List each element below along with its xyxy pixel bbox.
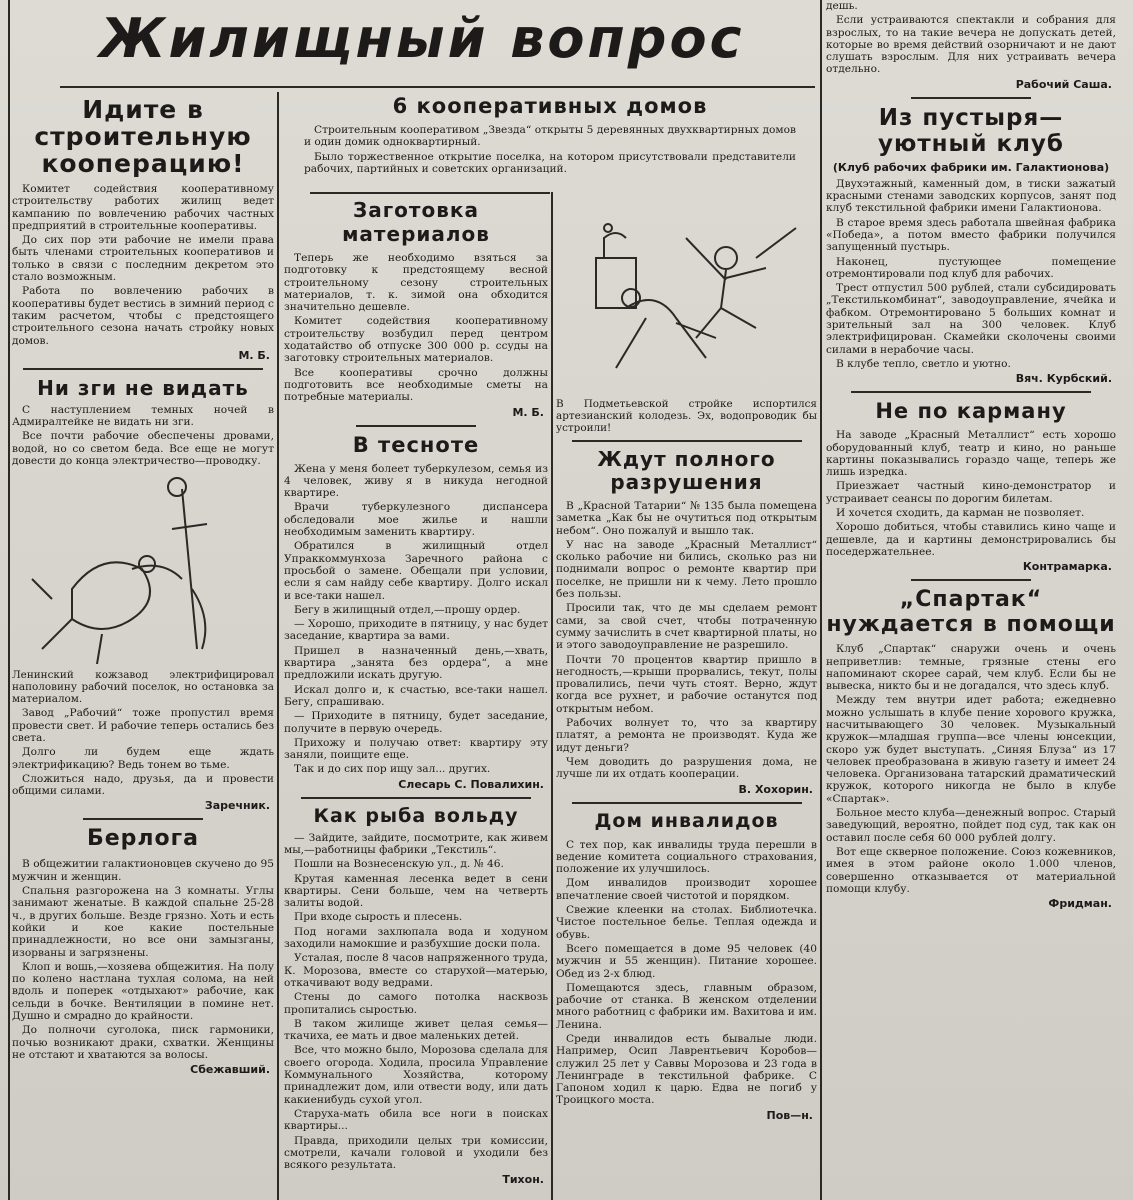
- article-ne-po-karmanu: [826, 399, 1116, 573]
- article-paragraph: Бегу в жилищный отдел,—прошу ордер.: [294, 603, 521, 616]
- article-paragraph: Наконец, пустующее помещение отремонтировали под клуб для рабочих.: [826, 255, 1116, 280]
- article-signature: Вяч. Курбский.: [1015, 372, 1112, 386]
- article-ni-zgi: [12, 376, 274, 813]
- article-paragraph: Дом инвалидов производит хорошее впечатление своей чистотой и порядком.: [556, 877, 817, 902]
- column-2: [284, 198, 548, 1200]
- article-paragraph: Клоп и вошь,—хозяева общежития. На полу по колено настлана тухлая солома, на ней вдоль и поперек «отдыхают» рабочие, как сельди в бочке. Вентиляции в помине нет. Душно и смрадно до крайности.: [12, 960, 274, 1022]
- cartoon-illustration: [556, 198, 817, 398]
- article-paragraph: И хочется сходить, да карман не позволяет.: [836, 507, 1085, 520]
- article-paragraph: Если устраиваются спектакли и собрания для взрослых, то на такие вечера не допускать детей, которые во время действий озорничают и не дают слушать взрослым. Для них устраивать вечера отдельно.: [826, 14, 1116, 76]
- article-paragraph: Клуб „Спартак“ снаружи очень и очень неприветлив: темные, грязные стены его напоминают скорее сарай, чем клуб. Если бы не вывеска, никто бы и не догадался, что здесь клуб.: [826, 643, 1116, 693]
- article-paragraph: Завод „Рабочий“ тоже пропустил время провести свет. И рабочие теперь остались без света.: [12, 707, 274, 744]
- article-signature: В. Хохорин.: [738, 782, 813, 796]
- separator: [310, 192, 550, 194]
- article-paragraph: Жена у меня болеет туберкулезом, семья из 4 человек, живу я в никуда негодной квартире.: [284, 462, 548, 500]
- article-paragraph: Стены до самого потолка насквозь пропитались сыростью.: [284, 991, 548, 1016]
- article-paragraph: У нас на заводе „Красный Металлист“ сколько рабочие ни бились, сколько раз ни поднимали вопрос о ремонте квартир при поселке, не пришли ни к чему. Лето прошло без пользы.: [556, 538, 817, 601]
- article-paragraph: Пошли на Вознесенскую ул., д. № 46.: [294, 858, 504, 871]
- article-paragraph: Среди инвалидов есть бывалые люди. Например, Осип Лаврентьевич Коробов—служил 25 лет у Саввы Морозова и 23 года в Ленинграде в текстильной фабрике. С Гапоном ходил к царю. Едва не погиб у Троицкого моста.: [556, 1032, 817, 1107]
- article-paragraph: С наступлением темных ночей в Адмиралтейке не видать ни зги.: [12, 403, 274, 429]
- article-paragraph: Рабочих волнует то, что за квартиру платят, а ремонта не производят. Куда же идут деньги?: [556, 717, 817, 754]
- article-signature: Заречник.: [204, 799, 270, 813]
- article-paragraph: Больное место клуба—денежный вопрос. Старый заведующий, вероятно, пойдет под суд, так как он оставил после себя 60 000 рублей долгу.: [826, 807, 1116, 844]
- article-headline: Из пустыря— уютный клуб: [877, 104, 1064, 157]
- article-paragraph: — Хорошо, приходите в пятницу, у нас будет заседание, квартира за вами.: [284, 618, 548, 643]
- article-paragraph: — Зайдите, зайдите, посмотрите, как живем мы,—работницы фабрики „Текстиль“.: [284, 831, 548, 856]
- column-rule: [551, 192, 553, 1200]
- separator: [301, 797, 531, 799]
- article-kak-ryba: [284, 805, 548, 1187]
- article-paragraph: Вот еще скверное положение. Союз кожевников, имея в этом районе около 1.000 членов, совершенно отказывается от материальной помощи клубу.: [826, 845, 1116, 895]
- article-paragraph: В таком жилище живет целая семья—ткачиха, ее мать и двое маленьких детей.: [284, 1017, 548, 1043]
- article-headline: Как рыба вольду: [313, 804, 519, 827]
- article-paragraph: Искал долго и, к счастью, все-таки нашел. Бегу, спрашиваю.: [284, 683, 548, 708]
- article-headline: Заготовка материалов: [342, 198, 490, 246]
- article-berloga: [12, 826, 274, 1076]
- cartoon-caption: Ленинский кожзавод электрифицировал наполовину рабочий поселок, но остановка за материалом.: [12, 669, 274, 706]
- article-paragraph: Обратился в жилищный отдел Упраккоммунхоза Заречного района с просьбой о замене. Обещали при условии, если я сам найду себе квартиру. Долго искал и все-таки нашел.: [284, 540, 548, 602]
- column-rule: [8, 0, 10, 1200]
- article-iz-pustyrya: [826, 105, 1116, 385]
- article-signature: Слесарь С. Повалихин.: [398, 777, 544, 791]
- article-signature: М. Б.: [512, 405, 544, 419]
- cartoon-illustration: [12, 469, 274, 669]
- left-edge-column: [0, 0, 8, 1200]
- article-paragraph: Почти 70 процентов квартир пришло в негодность,—крыши прорвались, текут, полы провалились, печи чуть стоят. Верно, ждут когда все рухнет, и рабочие останутся под открытым небом.: [556, 653, 817, 715]
- article-headline: Не по карману: [875, 399, 1067, 424]
- article-paragraph: Приезжает частный кино-демонстратор и устраивает сеансы по дорогим билетам.: [826, 480, 1116, 505]
- article-paragraph: Работа по вовлечению рабочих в кооперативы будет вестись в зимний период с таким расчетом, чтобы с предстоящего строительного сезона начать стройку новых домов.: [12, 285, 274, 347]
- article-paragraph: Так и до сих пор ищу зал... других.: [294, 763, 491, 776]
- article-zhdut: [556, 448, 817, 796]
- article-headline: „Спартак“ нуждается в помощи: [826, 587, 1116, 638]
- cartoon-caption: В Подметьевской стройке испортился артезианский колодезь. Эх, водопроводик бы устроили!: [556, 398, 817, 434]
- article-paragraph: При входе сырость и плесень.: [294, 911, 463, 924]
- article-subheadline: (Клуб рабочих фабрики им. Галактионова): [832, 160, 1110, 174]
- column-3: [556, 198, 817, 1200]
- article-paragraph: Чем доводить до разрушения дома, не лучше ли их отдать кооперации.: [556, 755, 817, 781]
- article-paragraph: Прихожу и получаю ответ: квартиру эту заняли, поищите еще.: [284, 736, 548, 762]
- article-spartak: [826, 587, 1116, 910]
- article-paragraph: Все кооперативы срочно должны подготовить все необходимые сметы на потребные материалы.: [284, 366, 548, 404]
- article-headline: Идите в строительную кооперацию!: [34, 95, 252, 178]
- separator: [23, 368, 263, 370]
- article-paragraph: Просили так, что де мы сделаем ремонт сами, за свой счет, чтобы потраченную сумму зачислить в счет квартирной платы, но и этого заводоуправление не разрешило.: [556, 602, 817, 652]
- article-paragraph: Спальня разгорожена на 3 комнаты. Углы занимают женатые. В каждой спальне 25-28 ч., в других больше. Везде грязно. Хоть и есть койки и кое какие постельные принадлежности, но все они замызганы, изорваны и загрязнены.: [12, 885, 274, 959]
- article-paragraph: Старуха-мать обила все ноги в поисках квартиры...: [284, 1107, 548, 1133]
- article-zagotovka: [284, 198, 548, 419]
- article-paragraph: Пришел в назначенный день,—хвать, квартира „занята без ордера“, а мне предложили искать другую.: [284, 644, 548, 682]
- separator: [356, 425, 476, 427]
- article-signature: Пов—н.: [766, 1108, 813, 1122]
- article-paragraph: Все почти рабочие обеспечены дровами, водой, но со светом беда. Все еще не могут довести до конца электричество—проводку.: [12, 430, 274, 468]
- article-paragraph: Между тем внутри идет работа; ежедневно можно услышать в клубе пение хорового кружка, насчитывающего 30 человек. Музыкальный кружок—младшая группа—все члены юнсекции, скоро уж будет выступать. „Синяя Блуза“ из 17 человек преобразована в живую газету и имеет 24 человека. Организована татарский драматический кружок, которого никогда не было в клубе «Спартак».: [826, 694, 1116, 805]
- article-paragraph: Правда, приходили целых три комиссии, смотрели, качали головой и уходили без всякого результата.: [284, 1134, 548, 1172]
- article-paragraph: В „Красной Татарии“ № 135 была помещена заметка „Как бы не очутиться под открытым небом“. Оно пожалуй и вышло так.: [556, 500, 817, 537]
- article-paragraph: В клубе тепло, светло и уютно.: [836, 357, 1011, 370]
- article-paragraph: Хорошо добиться, чтобы ставились кино чаще и дешевле, да и картины демонстрировались бы поседержательнее.: [826, 521, 1116, 558]
- article-paragraph: В общежитии галактионовцев скучено до 95 мужчин и женщин.: [12, 858, 274, 883]
- article-paragraph: Врачи туберкулезного диспансера обследовали мое жилье и нашли необходимым заменить квартиру.: [284, 501, 548, 539]
- headline-rule: [60, 86, 815, 88]
- article-paragraph: Всего помещается в доме 95 человек (40 мужчин и 55 женщин). Питание хорошее. Обед из 2-х блюд.: [556, 942, 817, 980]
- article-v-tesnote: [284, 433, 548, 791]
- separator: [83, 818, 203, 820]
- article-paragraph: Усталая, после 8 часов напряженного труда, К. Морозова, вместе со старухой—матерью, откачивают воду ведрами.: [284, 952, 548, 989]
- article-headline: 6 кооперативных домов: [392, 94, 708, 118]
- article-paragraph: Теперь же необходимо взяться за подготовку к предстоящему весной строительному сезону строительных материалов, т. к. зимой она обходится значительно дешевле.: [284, 252, 548, 314]
- article-paragraph: С тех пор, как инвалиды труда перешли в ведение комитета социального страхования, положение их улучшилось.: [556, 838, 817, 876]
- article-headline: В тесноте: [352, 432, 480, 457]
- article-signature: Тихон.: [502, 1173, 544, 1187]
- article-paragraph: На заводе „Красный Металлист“ есть хорошо оборудованный клуб, театр и кино, но раньше картины показывались гораздо чаще, теперь же лишь изредка.: [826, 429, 1116, 479]
- separator: [851, 391, 1091, 393]
- article-idite: [12, 96, 274, 362]
- column-rule: [820, 0, 822, 1200]
- article-paragraph: В старое время здесь работала швейная фабрика «Победа», а потом вместо фабрики получился запущенный пустырь.: [826, 216, 1116, 254]
- article-paragraph: Сложиться надо, друзья, да и провести общими силами.: [12, 772, 274, 798]
- article-paragraph: Комитет содействия кооперативному строительству возбудил перед центром ходатайство об отпуске 300 000 р. ссуды на заготовку строительных материалов.: [284, 315, 548, 365]
- article-paragraph: Крутая каменная лесенка ведет в сени квартиры. Сени больше, чем на четверть залиты водой.: [284, 872, 548, 910]
- article-paragraph: Долго ли будем еще ждать электрификацию? Ведь тонем во тьме.: [12, 746, 274, 771]
- article-signature: М. Б.: [238, 348, 270, 362]
- article-paragraph: Свежие клеенки на столах. Библиотечка. Чистое постельное белье. Теплая одежда и обувь.: [556, 904, 817, 941]
- article-headline: Ждут полного разрушения: [597, 447, 776, 494]
- article-paragraph: Двухэтажный, каменный дом, в тиски зажатый красными стенами заводских корпусов, занят под клуб текстильной фабрики имени Галактионова.: [826, 177, 1116, 215]
- separator: [572, 802, 802, 804]
- article-paragraph: До сих пор эти рабочие не имели права быть членами строительных кооперативов и только в связи с последним декретом это стало возможным.: [12, 234, 274, 284]
- column-4: [826, 0, 1116, 1200]
- article-paragraph: Трест отпустил 500 рублей, стали субсидировать „Текстилькомбинат“, заводоуправление, ячейка и фабком. Отремонтировано 5 больших комнат и зрительный зал на 300 человек. Клуб электрифицирован. Скамейки сколочены своими силами в нерабочие часы.: [826, 282, 1116, 356]
- article-paragraph: Под ногами захлюпала вода и ходуном заходили намокшие и разбухшие доски пола.: [284, 925, 548, 951]
- article-signature: Сбежавший.: [190, 1063, 270, 1077]
- article-signature: Фридман.: [1048, 897, 1112, 911]
- column-rule: [277, 92, 279, 1200]
- article-headline: Дом инвалидов: [594, 809, 779, 832]
- article-paragraph: До полночи суголока, писк гармоники, почью возникают драки, схватки. Женщины не отстают и хватаются за волосы.: [12, 1024, 274, 1061]
- article-continuation: [826, 14, 1116, 90]
- article-paragraph: Было торжественное открытие поселка, на котором присутствовали представители рабочих, партийных и советских организаций.: [304, 150, 796, 175]
- column-1: [12, 92, 274, 1200]
- article-paragraph: Комитет содействия кооперативному строительству работих жилищ ведет кампанию по вовлечению рабочих частных предприятий в строительные кооперативы.: [12, 183, 274, 232]
- article-dom-invalidov: [556, 810, 817, 1122]
- article-headline: Ни зги не видать: [37, 375, 249, 400]
- page-title: Жилищный вопрос: [99, 7, 745, 70]
- article-signature: Рабочий Саша.: [1015, 77, 1112, 91]
- article-paragraph: Строительным кооперативом „Звезда“ открыты 5 деревянных двухквартирных домов и один домик одноквартирный.: [304, 124, 796, 149]
- separator: [911, 97, 1031, 99]
- article-paragraph: Помещаются здесь, главным образом, рабочие от станка. В женском отделении много работниц с фабрики им. Вахитова и им. Ленина.: [556, 981, 817, 1031]
- article-paragraph: — Приходите в пятницу, будет заседание, получите в первую очередь.: [284, 710, 548, 735]
- separator: [911, 579, 1031, 581]
- article-signature: Контрамарка.: [1022, 560, 1112, 574]
- article-6-domov: [284, 92, 816, 192]
- article-paragraph: Все, что можно было, Морозова сделала для своего огорода. Ходила, просила Управление Коммунального Хозяйства, которому принадлежит дом, или отвести воду, или дать какиенибудь сухой угол.: [284, 1044, 548, 1106]
- article-headline: Берлога: [86, 826, 199, 852]
- cut-off-text: дешь.: [826, 0, 858, 12]
- separator: [572, 440, 802, 442]
